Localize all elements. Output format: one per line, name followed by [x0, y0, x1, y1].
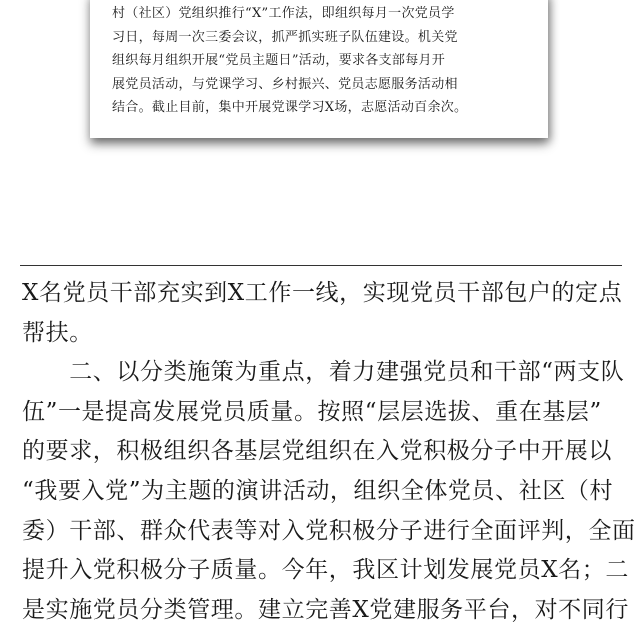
body-text-block: [22, 274, 636, 630]
section-divider: [20, 265, 622, 266]
body-text-line: 的要求，积极组织各基层党组织在入党积极分子中开展以: [22, 438, 612, 465]
body-text-line: 伍”一是提高发展党员质量。按照“层层选拔、重在基层”: [22, 398, 602, 425]
card-text-line: 村（社区）党组织推行“X”工作法，即组织每月一次党员学: [112, 6, 455, 21]
card-text-line: 展党员活动，与党课学习、乡村振兴、党员志愿服务活动相: [112, 76, 458, 92]
body-text-line: 二、以分类施策为重点，着力建强党员和干部“两支队: [22, 359, 625, 386]
card-text-line: 组织每月组织开展“党员主题日”活动，要求各支部每月开: [112, 53, 446, 69]
body-text-line: X名党员干部充实到X工作一线，实现党员干部包户的定点: [22, 280, 623, 306]
card-text-block: [112, 0, 532, 120]
card-text-line: 结合。截止目前，集中开展党课学习X场，志愿活动百余次。: [112, 100, 468, 116]
body-text-line: 是实施党员分类管理。建立完善X党建服务平台，对不同行: [22, 596, 629, 623]
page-preview-card: [90, 0, 548, 138]
body-text-line: “我要入党”为主题的演讲活动，组织全体党员、社区（村: [22, 477, 614, 504]
body-text-line: 委）干部、群众代表等对入党积极分子进行全面评判，全面: [22, 517, 636, 544]
card-text-line: 习日，每周一次三委会议，抓严抓实班子队伍建设。机关党: [112, 29, 458, 45]
body-text-line: 帮扶。: [22, 319, 93, 346]
body-text-line: 提升入党积极分子质量。今年，我区计划发展党员X名；二: [22, 557, 629, 584]
